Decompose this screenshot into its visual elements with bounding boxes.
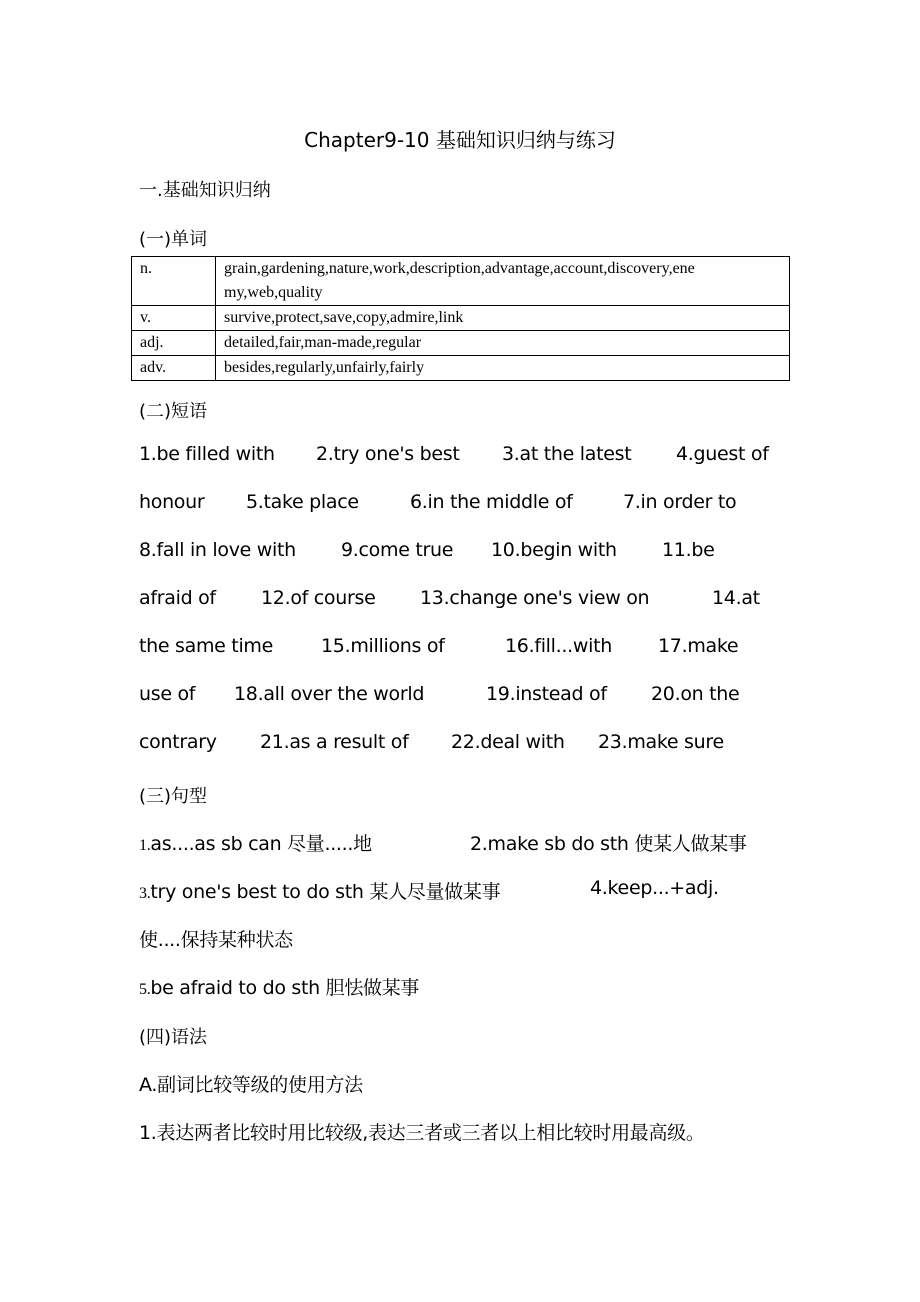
- words-cell: survive,protect,save,copy,admire,link: [216, 306, 790, 331]
- phrase-item: 12.of course: [261, 587, 376, 609]
- pattern-number: 1.: [139, 837, 151, 854]
- phrase-item: 19.instead of: [486, 683, 607, 705]
- pattern-text: be afraid to do sth 胆怯做某事: [150, 977, 420, 999]
- phrase-item: 5.take place: [246, 491, 359, 513]
- grammar-subheading: A.副词比较等级的使用方法: [139, 1074, 363, 1096]
- pattern-item: [139, 829, 372, 856]
- table-row: [132, 306, 790, 331]
- phrase-item: the same time: [139, 635, 274, 657]
- section-heading: 一.基础知识归纳: [139, 180, 271, 201]
- phrase-item: honour: [139, 491, 205, 513]
- phrases-heading: (二)短语: [139, 401, 208, 422]
- words-cell: [216, 257, 790, 306]
- pattern-item: 2.make sb do sth 使某人做某事: [470, 833, 747, 855]
- phrase-item: 14.at: [712, 587, 760, 609]
- table-row: [132, 331, 790, 356]
- words-cell: detailed,fair,man-made,regular: [216, 331, 790, 356]
- phrase-item: 6.in the middle of: [410, 491, 573, 513]
- grammar-heading: (四)语法: [139, 1027, 208, 1048]
- words-line: grain,gardening,nature,work,description,advantage,account,discovery,ene: [224, 260, 695, 277]
- phrase-item: 1.be filled with: [139, 443, 275, 465]
- pos-cell: n.: [132, 257, 216, 306]
- phrase-item: 4.guest of: [676, 443, 769, 465]
- pattern-item: [139, 973, 419, 1000]
- grammar-point: 1.表达两者比较时用比较级,表达三者或三者以上相比较时用最高级。: [139, 1122, 705, 1144]
- vocab-table: [131, 256, 790, 381]
- phrase-item: 15.millions of: [321, 635, 445, 657]
- pattern-number: 3.: [139, 885, 151, 902]
- phrase-item: 20.on the: [651, 683, 740, 705]
- patterns-heading: (三)句型: [139, 786, 208, 807]
- table-row: [132, 356, 790, 381]
- phrase-item: afraid of: [139, 587, 216, 609]
- phrase-item: 8.fall in love with: [139, 539, 296, 561]
- phrase-item: 17.make: [658, 635, 739, 657]
- pattern-text: try one's best to do sth 某人尽量做某事: [150, 881, 501, 903]
- phrase-item: 7.in order to: [623, 491, 737, 513]
- page-title: Chapter9-10 基础知识归纳与练习: [304, 128, 616, 152]
- vocab-heading: (一)单词: [139, 229, 208, 250]
- pattern-number: 5.: [139, 981, 151, 998]
- words-cell: besides,regularly,unfairly,fairly: [216, 356, 790, 381]
- pos-cell: v.: [132, 306, 216, 331]
- phrase-item: 23.make sure: [598, 731, 724, 753]
- table-row: [132, 257, 790, 306]
- phrase-item: 11.be: [662, 539, 715, 561]
- phrase-item: 21.as a result of: [260, 731, 409, 753]
- phrase-item: 2.try one's best: [316, 443, 460, 465]
- pos-cell: adv.: [132, 356, 216, 381]
- phrase-item: 22.deal with: [451, 731, 565, 753]
- pattern-text: as....as sb can 尽量.....地: [150, 833, 372, 855]
- phrase-item: use of: [139, 683, 196, 705]
- phrase-item: 16.fill...with: [505, 635, 612, 657]
- words-line: my,web,quality: [224, 284, 323, 301]
- phrase-item: 9.come true: [341, 539, 454, 561]
- phrase-item: 10.begin with: [491, 539, 617, 561]
- pos-cell: adj.: [132, 331, 216, 356]
- phrase-item: contrary: [139, 731, 217, 753]
- pattern-item: 4.keep...+adj.: [590, 877, 719, 899]
- phrase-item: 13.change one's view on: [420, 587, 650, 609]
- phrase-item: 3.at the latest: [502, 443, 632, 465]
- pattern-item: 使....保持某种状态: [139, 929, 293, 951]
- pattern-item: [139, 877, 500, 904]
- phrase-item: 18.all over the world: [234, 683, 425, 705]
